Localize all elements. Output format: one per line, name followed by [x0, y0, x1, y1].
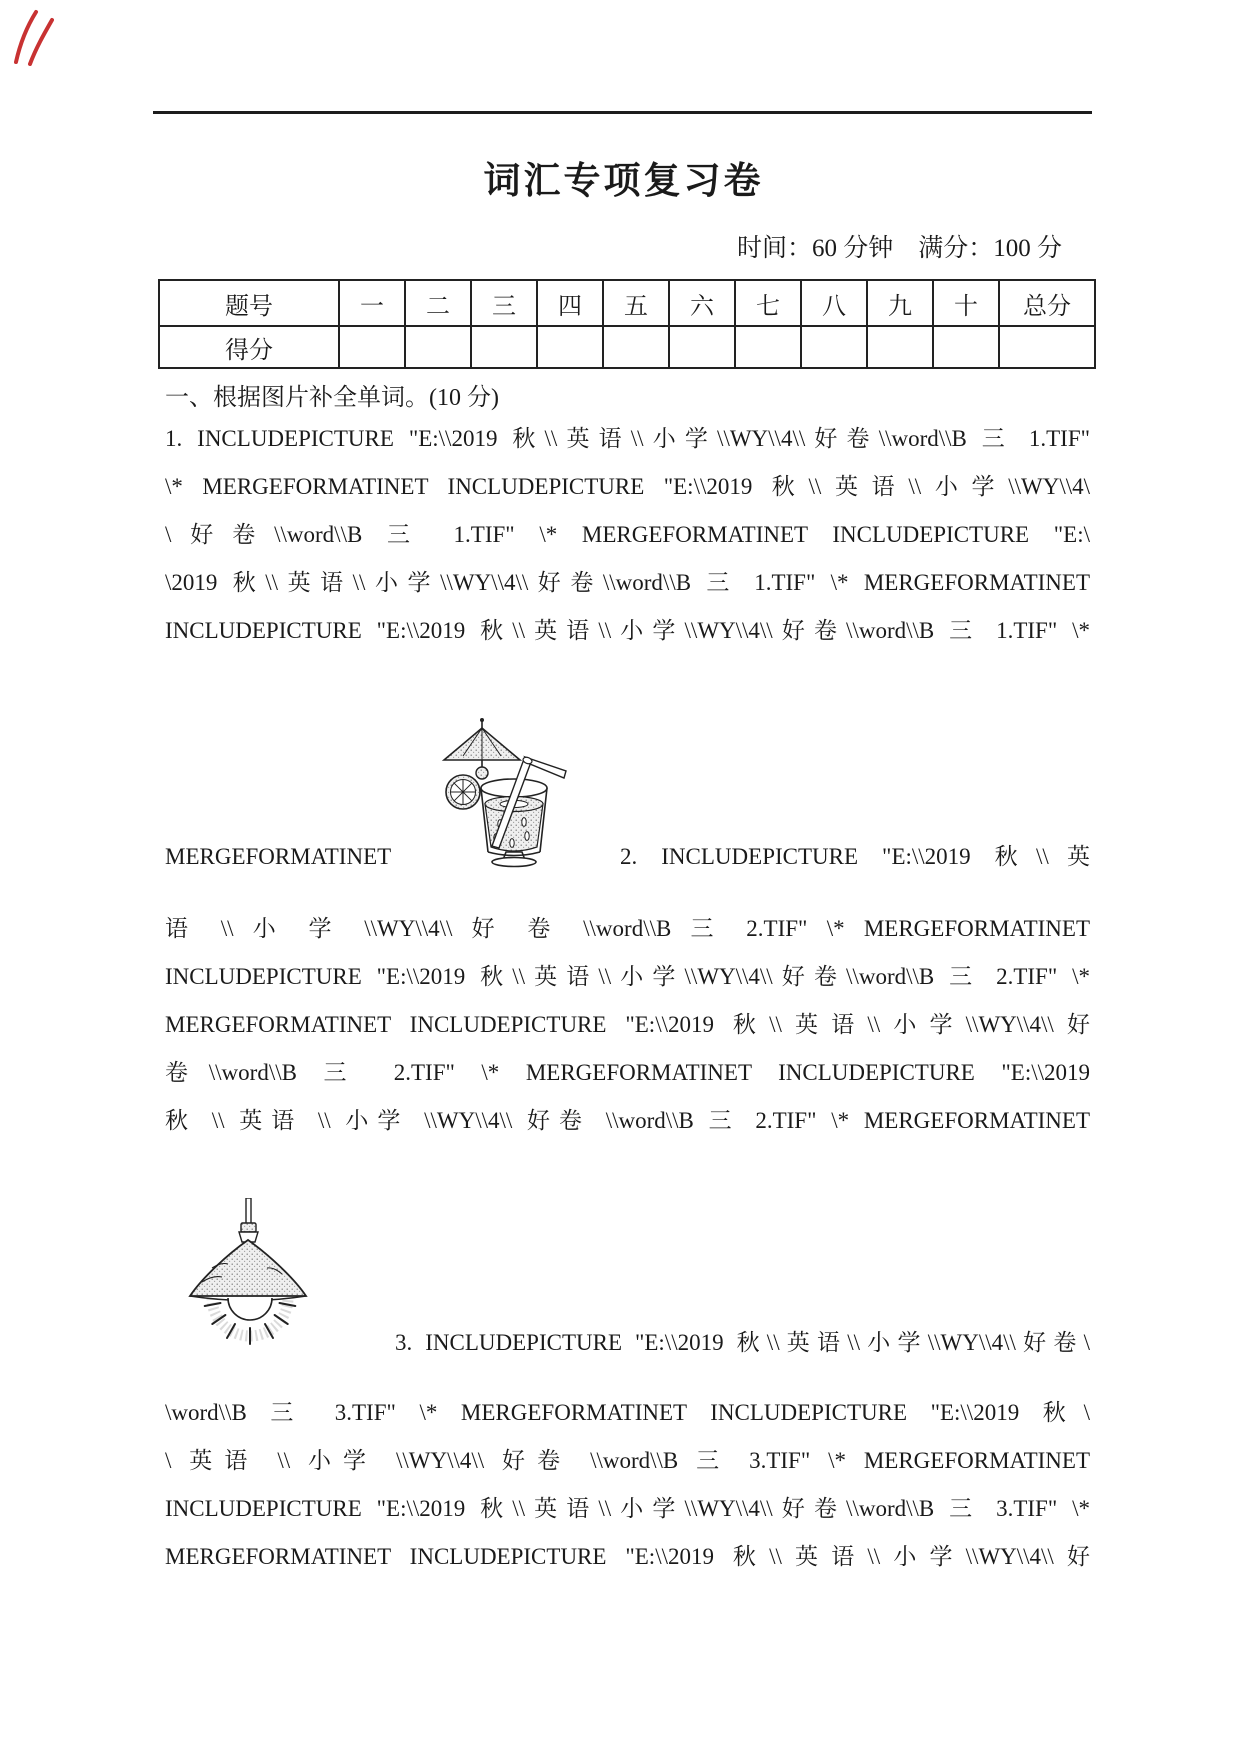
field-code-fragment: 3. INCLUDEPICTURE "E:\\2019 秋\\英语\\小学\\WY\\4\\好卷\	[395, 1330, 1090, 1355]
score-cell	[669, 326, 735, 368]
field-code-line: 语 \\ 小 学 \\WY\\4\\ 好 卷 \\word\\B 三 2.TIF" \* MERGEFORMATINET	[165, 916, 1090, 941]
score-table-col: 九	[867, 280, 933, 326]
field-code-line: \word\\B 三 3.TIF" \* MERGEFORMATINET INCLUDEPICTURE "E:\\2019 秋\	[165, 1400, 1090, 1425]
field-code-line: \* MERGEFORMATINET INCLUDEPICTURE "E:\\2019 秋\\英语\\小学\\WY\\4\	[165, 474, 1090, 499]
score-table-col: 三	[471, 280, 537, 326]
score-cell	[801, 326, 867, 368]
score-cell	[471, 326, 537, 368]
score-cell	[999, 326, 1095, 368]
field-code-line: 1. INCLUDEPICTURE "E:\\2019 秋\\英语\\小学\\WY\\4\\好卷\\word\\B 三 1.TIF"	[165, 426, 1090, 451]
score-table-row-label: 题号	[159, 280, 339, 326]
field-code-line: 秋 \\ 英语 \\ 小学 \\WY\\4\\ 好卷 \\word\\B 三 2.TIF" \* MERGEFORMATINET	[165, 1108, 1090, 1133]
lamp-cord-icon	[246, 1198, 251, 1224]
field-code-fragment: MERGEFORMATINET	[165, 844, 392, 869]
score-cell	[867, 326, 933, 368]
score-cell	[405, 326, 471, 368]
field-code-line: INCLUDEPICTURE "E:\\2019 秋\\英语\\小学\\WY\\4\\好卷\\word\\B 三 1.TIF" \*	[165, 618, 1090, 643]
score-cell	[933, 326, 999, 368]
field-code-line: INCLUDEPICTURE "E:\\2019 秋\\英语\\小学\\WY\\4\\好卷\\word\\B 三 3.TIF" \*	[165, 1496, 1090, 1521]
score-table	[158, 279, 1096, 369]
section-heading: 一、根据图片补全单词。(10 分)	[165, 385, 499, 411]
score-table-col: 五	[603, 280, 669, 326]
score-table-col: 七	[735, 280, 801, 326]
score-table-col: 二	[405, 280, 471, 326]
score-table-col: 四	[537, 280, 603, 326]
red-pen-marks-icon	[6, 4, 54, 66]
score-table-col: 八	[801, 280, 867, 326]
score-table-col: 一	[339, 280, 405, 326]
score-cell	[537, 326, 603, 368]
exam-meta: 时间：60 分钟 满分：100 分	[736, 235, 1062, 262]
orange-slice-icon	[446, 775, 480, 809]
score-cell	[603, 326, 669, 368]
field-code-line: \2019 秋\\英语\\小学\\WY\\4\\好卷\\word\\B 三 1.TIF" \* MERGEFORMATINET	[165, 570, 1090, 595]
field-code-fragment: 2. INCLUDEPICTURE "E:\\2019 秋\\英	[620, 844, 1090, 869]
field-code-line: 卷\\word\\B 三 2.TIF" \* MERGEFORMATINET INCLUDEPICTURE "E:\\2019	[165, 1060, 1090, 1085]
score-cell	[735, 326, 801, 368]
pendant-lamp-illustration	[186, 1198, 318, 1350]
field-code-line: MERGEFORMATINET INCLUDEPICTURE "E:\\2019 秋\\英语\\小学\\WY\\4\\好	[165, 1544, 1090, 1569]
field-code-line: \ 英语 \\ 小学 \\WY\\4\\ 好卷 \\word\\B 三 3.TIF" \* MERGEFORMATINET	[165, 1448, 1090, 1473]
page-title: 词汇专项复习卷	[483, 161, 764, 202]
score-cell	[339, 326, 405, 368]
light-bulb-icon	[228, 1298, 272, 1320]
score-table-row-label: 得分	[159, 326, 339, 368]
score-table-col: 十	[933, 280, 999, 326]
drink-glass-illustration	[430, 714, 572, 868]
field-code-line: \好卷\\word\\B 三 1.TIF" \* MERGEFORMATINET INCLUDEPICTURE "E:\	[165, 522, 1090, 547]
score-table-col: 总分	[999, 280, 1095, 326]
field-code-line: MERGEFORMATINET INCLUDEPICTURE "E:\\2019 秋\\英语\\小学\\WY\\4\\好	[165, 1012, 1090, 1037]
header-rule	[153, 111, 1092, 114]
field-code-line: INCLUDEPICTURE "E:\\2019 秋\\英语\\小学\\WY\\4\\好卷\\word\\B 三 2.TIF" \*	[165, 964, 1090, 989]
lamp-shade-icon	[190, 1240, 306, 1301]
score-table-col: 六	[669, 280, 735, 326]
